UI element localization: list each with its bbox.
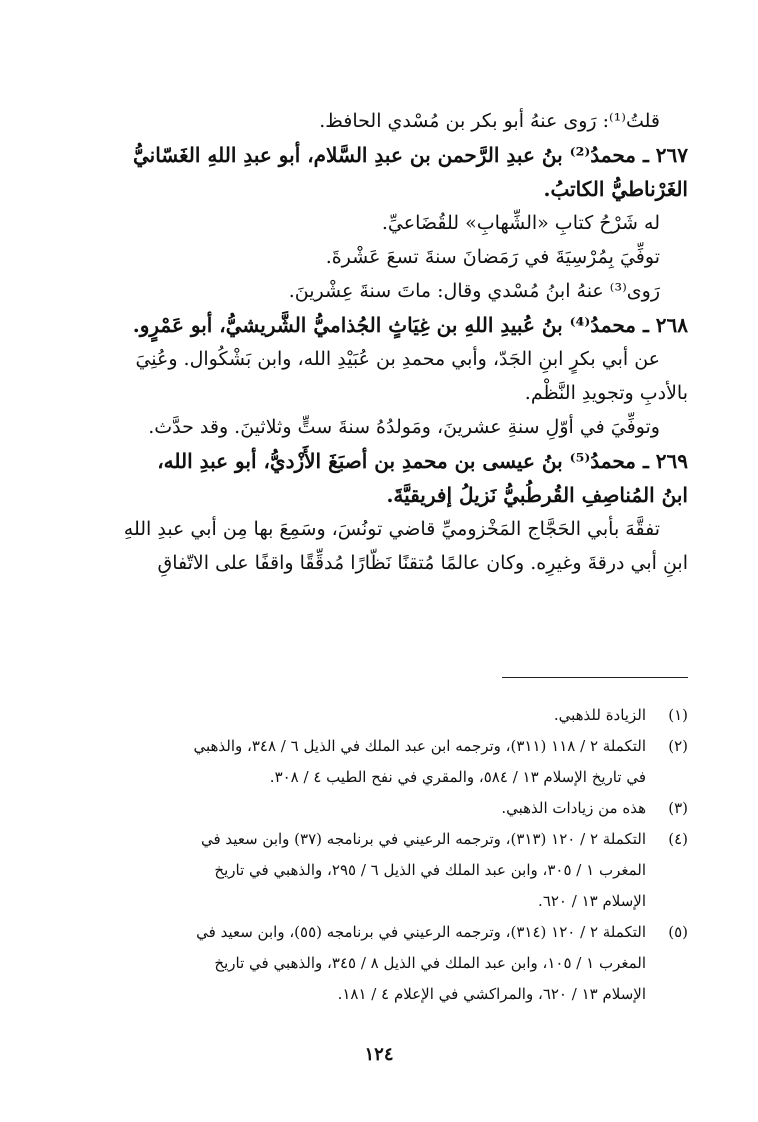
entry-number: ٢٦٧ ـ (642, 143, 688, 167)
footnote-4 (70, 824, 688, 917)
entry-name: محمدُ⁽⁴⁾ بنُ عُبيدِ اللهِ بن غِيَاثٍ الجُذاميُّ الشَّريشيُّ، أبو عَمْرٍو. (132, 313, 636, 337)
entry-269-heading-cont (70, 478, 688, 512)
footnote-text (70, 793, 646, 824)
entry-269-line (70, 546, 688, 580)
text-line: عن أبي بكرٍ ابنِ الجَدّ، وأبي محمدِ بن عُبَيْدِ الله، وابن بَشْكُوال. وعُنِيَ (135, 348, 660, 370)
entry-name-cont: الغَرْناطيُّ الكاتبُ. (543, 177, 688, 201)
entry-number: ٢٦٩ ـ (642, 449, 688, 473)
footnote-text (70, 824, 646, 917)
footnote-line: الإسلام ١٣ / ٦٢٠، والمراكشي في الإعلام ٤ / ١٨١. (337, 985, 646, 1003)
footnote-2 (70, 731, 688, 793)
entry-267-line (70, 240, 688, 274)
entry-267-line (70, 274, 688, 308)
text-line: له شَرْحُ كتابِ «الشِّهابِ» للقُضَاعيِّ. (381, 212, 660, 234)
footnote-divider (502, 677, 688, 678)
entry-269-line (70, 512, 688, 546)
footnote-marker: (٣) (668, 799, 688, 817)
text-line: وتوفِّيَ في أوّلِ سنةِ عشرينَ، ومَولدُهُ سنةَ ستٍّ وثلاثينَ. وقد حدَّث. (148, 416, 660, 438)
main-text (70, 104, 688, 580)
footnote-line: التكملة ٢ / ١٢٠ (٣١٣)، وترجمه الرعيني في برنامجه (٣٧) وابن سعيد في (200, 830, 646, 848)
footnote-line: التكملة ٢ / ١٢٠ (٣١٤)، وترجمه الرعيني في برنامجه (٥٥)، وابن سعيد في (196, 923, 646, 941)
footnote-line: الإسلام ١٣ / ٦٢٠. (538, 892, 646, 910)
entry-name: محمدُ⁽²⁾ بنُ عبدِ الرَّحمن بن عبدِ السَّلام، أبو عبدِ اللهِ الغَسّانيُّ (132, 143, 636, 167)
note-line (70, 104, 688, 138)
text-line: بالأدبِ وتجويدِ النَّظْم. (524, 382, 688, 404)
entry-267-heading-cont (70, 172, 688, 206)
entry-268-line (70, 410, 688, 444)
footnote-marker: (٢) (668, 737, 688, 755)
footnote-3 (70, 793, 688, 824)
footnote-line: المغرب ١ / ٣٠٥، وابن عبد الملك في الذيل ٦ / ٢٩٥، والذهبي في تاريخ (214, 861, 646, 879)
footnote-line: المغرب ١ / ١٠٥، وابن عبد الملك في الذيل ٨ / ٣٤٥، والذهبي في تاريخ (214, 954, 646, 972)
entry-267-line (70, 206, 688, 240)
footnote-marker: (١) (668, 706, 688, 724)
footnote-text (70, 731, 646, 793)
footnote-5 (70, 917, 688, 1010)
footnotes (70, 700, 688, 1010)
page-number: ١٢٤ (364, 1044, 394, 1065)
entry-269-heading (70, 444, 688, 478)
entry-number: ٢٦٨ ـ (642, 313, 688, 337)
entry-268-line (70, 342, 688, 376)
text-line: ابنِ أبي درقةَ وغيرِه. وكان عالمًا مُتقنًا نَظّارًا مُدقِّقًا واقفًا على الاتّفاقِ (157, 552, 688, 574)
text-line: تفقَّهَ بأبي الحَجَّاج المَخْزوميِّ قاضي تونُسَ، وسَمِعَ بها مِن أبي عبدِ اللهِ (123, 518, 660, 540)
entry-267-heading (70, 138, 688, 172)
footnote-line: في تاريخ الإسلام ١٣ / ٥٨٤، والمقري في نفح الطيب ٤ / ٣٠٨. (269, 768, 646, 786)
footnote-text (70, 917, 646, 1010)
text-line: توفِّيَ بِمُرْسِيَةَ في رَمَضانَ سنةَ تسعَ عَشْرةَ. (325, 246, 660, 268)
entry-268-line (70, 376, 688, 410)
footnote-line: الزيادة للذهبي. (553, 706, 646, 724)
entry-name: محمدُ⁽⁵⁾ بنُ عيسى بن محمدِ بن أصبَغَ الأَزْديُّ، أبو عبدِ الله، (157, 449, 636, 473)
footnote-line: التكملة ٢ / ١١٨ (٣١١)، وترجمه ابن عبد الملك في الذيل ٦ / ٣٤٨، والذهبي (193, 737, 646, 755)
footnote-text (70, 700, 646, 731)
entry-name-cont: ابنُ المُناصِفِ القُرطُبيُّ نَزيلُ إفريقيَّةَ. (386, 483, 688, 507)
text-line: رَوى⁽³⁾ عنهُ ابنُ مُسْدي وقال: ماتَ سنةَ عِشْرينَ. (288, 280, 660, 302)
entry-268-heading (70, 308, 688, 342)
footnote-line: هذه من زيادات الذهبي. (501, 799, 646, 817)
footnote-marker: (٤) (668, 830, 688, 848)
footnote-1 (70, 700, 688, 731)
note-text: قلتُ⁽¹⁾: رَوى عنهُ أبو بكر بن مُسْدي الحافظ. (319, 110, 660, 132)
footnote-marker: (٥) (668, 923, 688, 941)
